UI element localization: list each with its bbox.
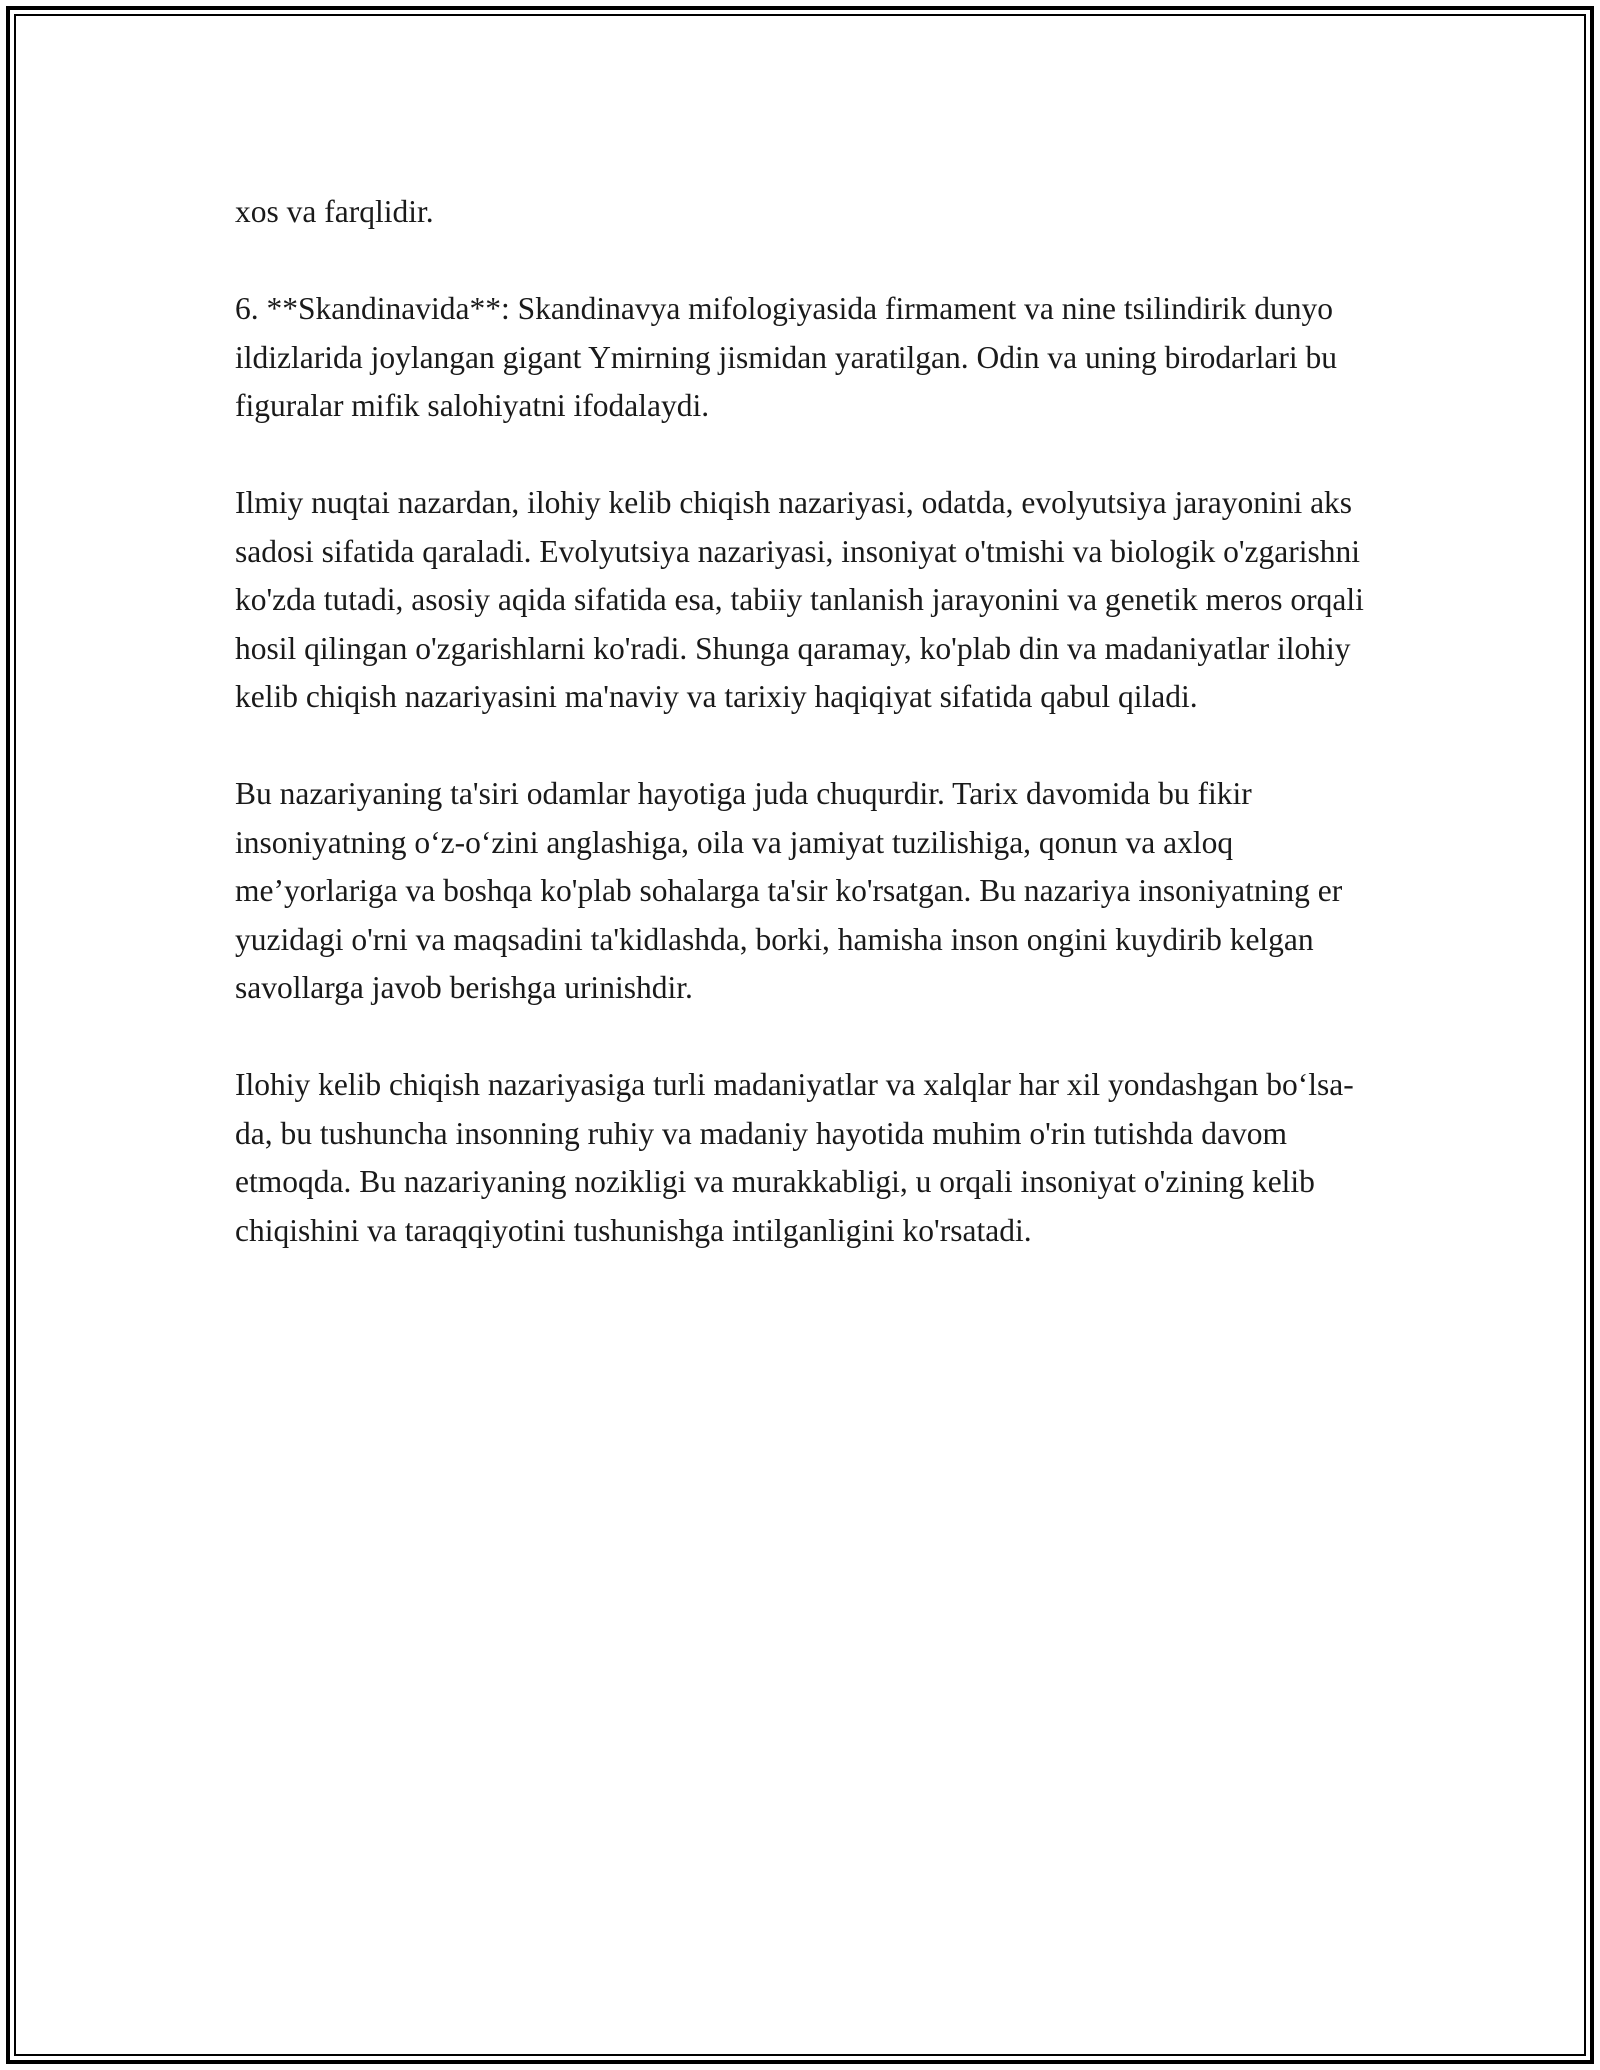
paragraph-conclusion: Ilohiy kelib chiqish nazariyasiga turli madaniyatlar va xalqlar har xil yondashgan bo‘lsa-da, bu tushuncha insonning ruhiy va madaniy hayotida muhim o'rin tutishda davom etmoqda. Bu nazariyaning nozikligi va murakkabligi, u orqali insoniyat o'zining kelib chiqishini va taraqqiyotini tushunishga intilganligini ko'rsatadi. xyxy=(235,1067,1354,1248)
paragraph-scandinavia: 6. **Skandinavida**: Skandinavya mifologiyasida firmament va nine tsilindirik dunyo ildizlarida joylangan gigant Ymirning jismidan yaratilgan. Odin va uning birodarlari bu figuralar mifik salohiyatni ifodalaydi. xyxy=(235,291,1337,423)
paragraph-scientific-view: Ilmiy nuqtai nazardan, ilohiy kelib chiqish nazariyasi, odatda, evolyutsiya jarayonini aks sadosi sifatida qaraladi. Evolyutsiya nazariyasi, insoniyat o'tmishi va biologik o'zgarishni ko'zda tutadi, asosiy aqida sifatida esa, tabiiy tanlanish jarayonini va genetik meros orqali hosil qilingan o'zgarishlarni ko'radi. Shunga qaramay, ko'plab din va madaniyatlar ilohiy kelib chiqish nazariyasini ma'naviy va tarixiy haqiqiyat sifatida qabul qiladi. xyxy=(235,485,1364,714)
paragraph-continuation: xos va farqlidir. xyxy=(235,194,434,229)
document-body xyxy=(235,188,1375,1304)
paragraph-influence: Bu nazariyaning ta'siri odamlar hayotiga juda chuqurdir. Tarix davomida bu fikir insoniyatning o‘z-o‘zini anglashiga, oila va jamiyat tuzilishiga, qonun va axloq me’yorlariga va boshqa ko'plab sohalarga ta'sir ko'rsatgan. Bu nazariya insoniyatning er yuzidagi o'rni va maqsadini ta'kidlashda, borki, hamisha inson ongini kuydirib kelgan savollarga javob berishga urinishdir. xyxy=(235,776,1343,1005)
